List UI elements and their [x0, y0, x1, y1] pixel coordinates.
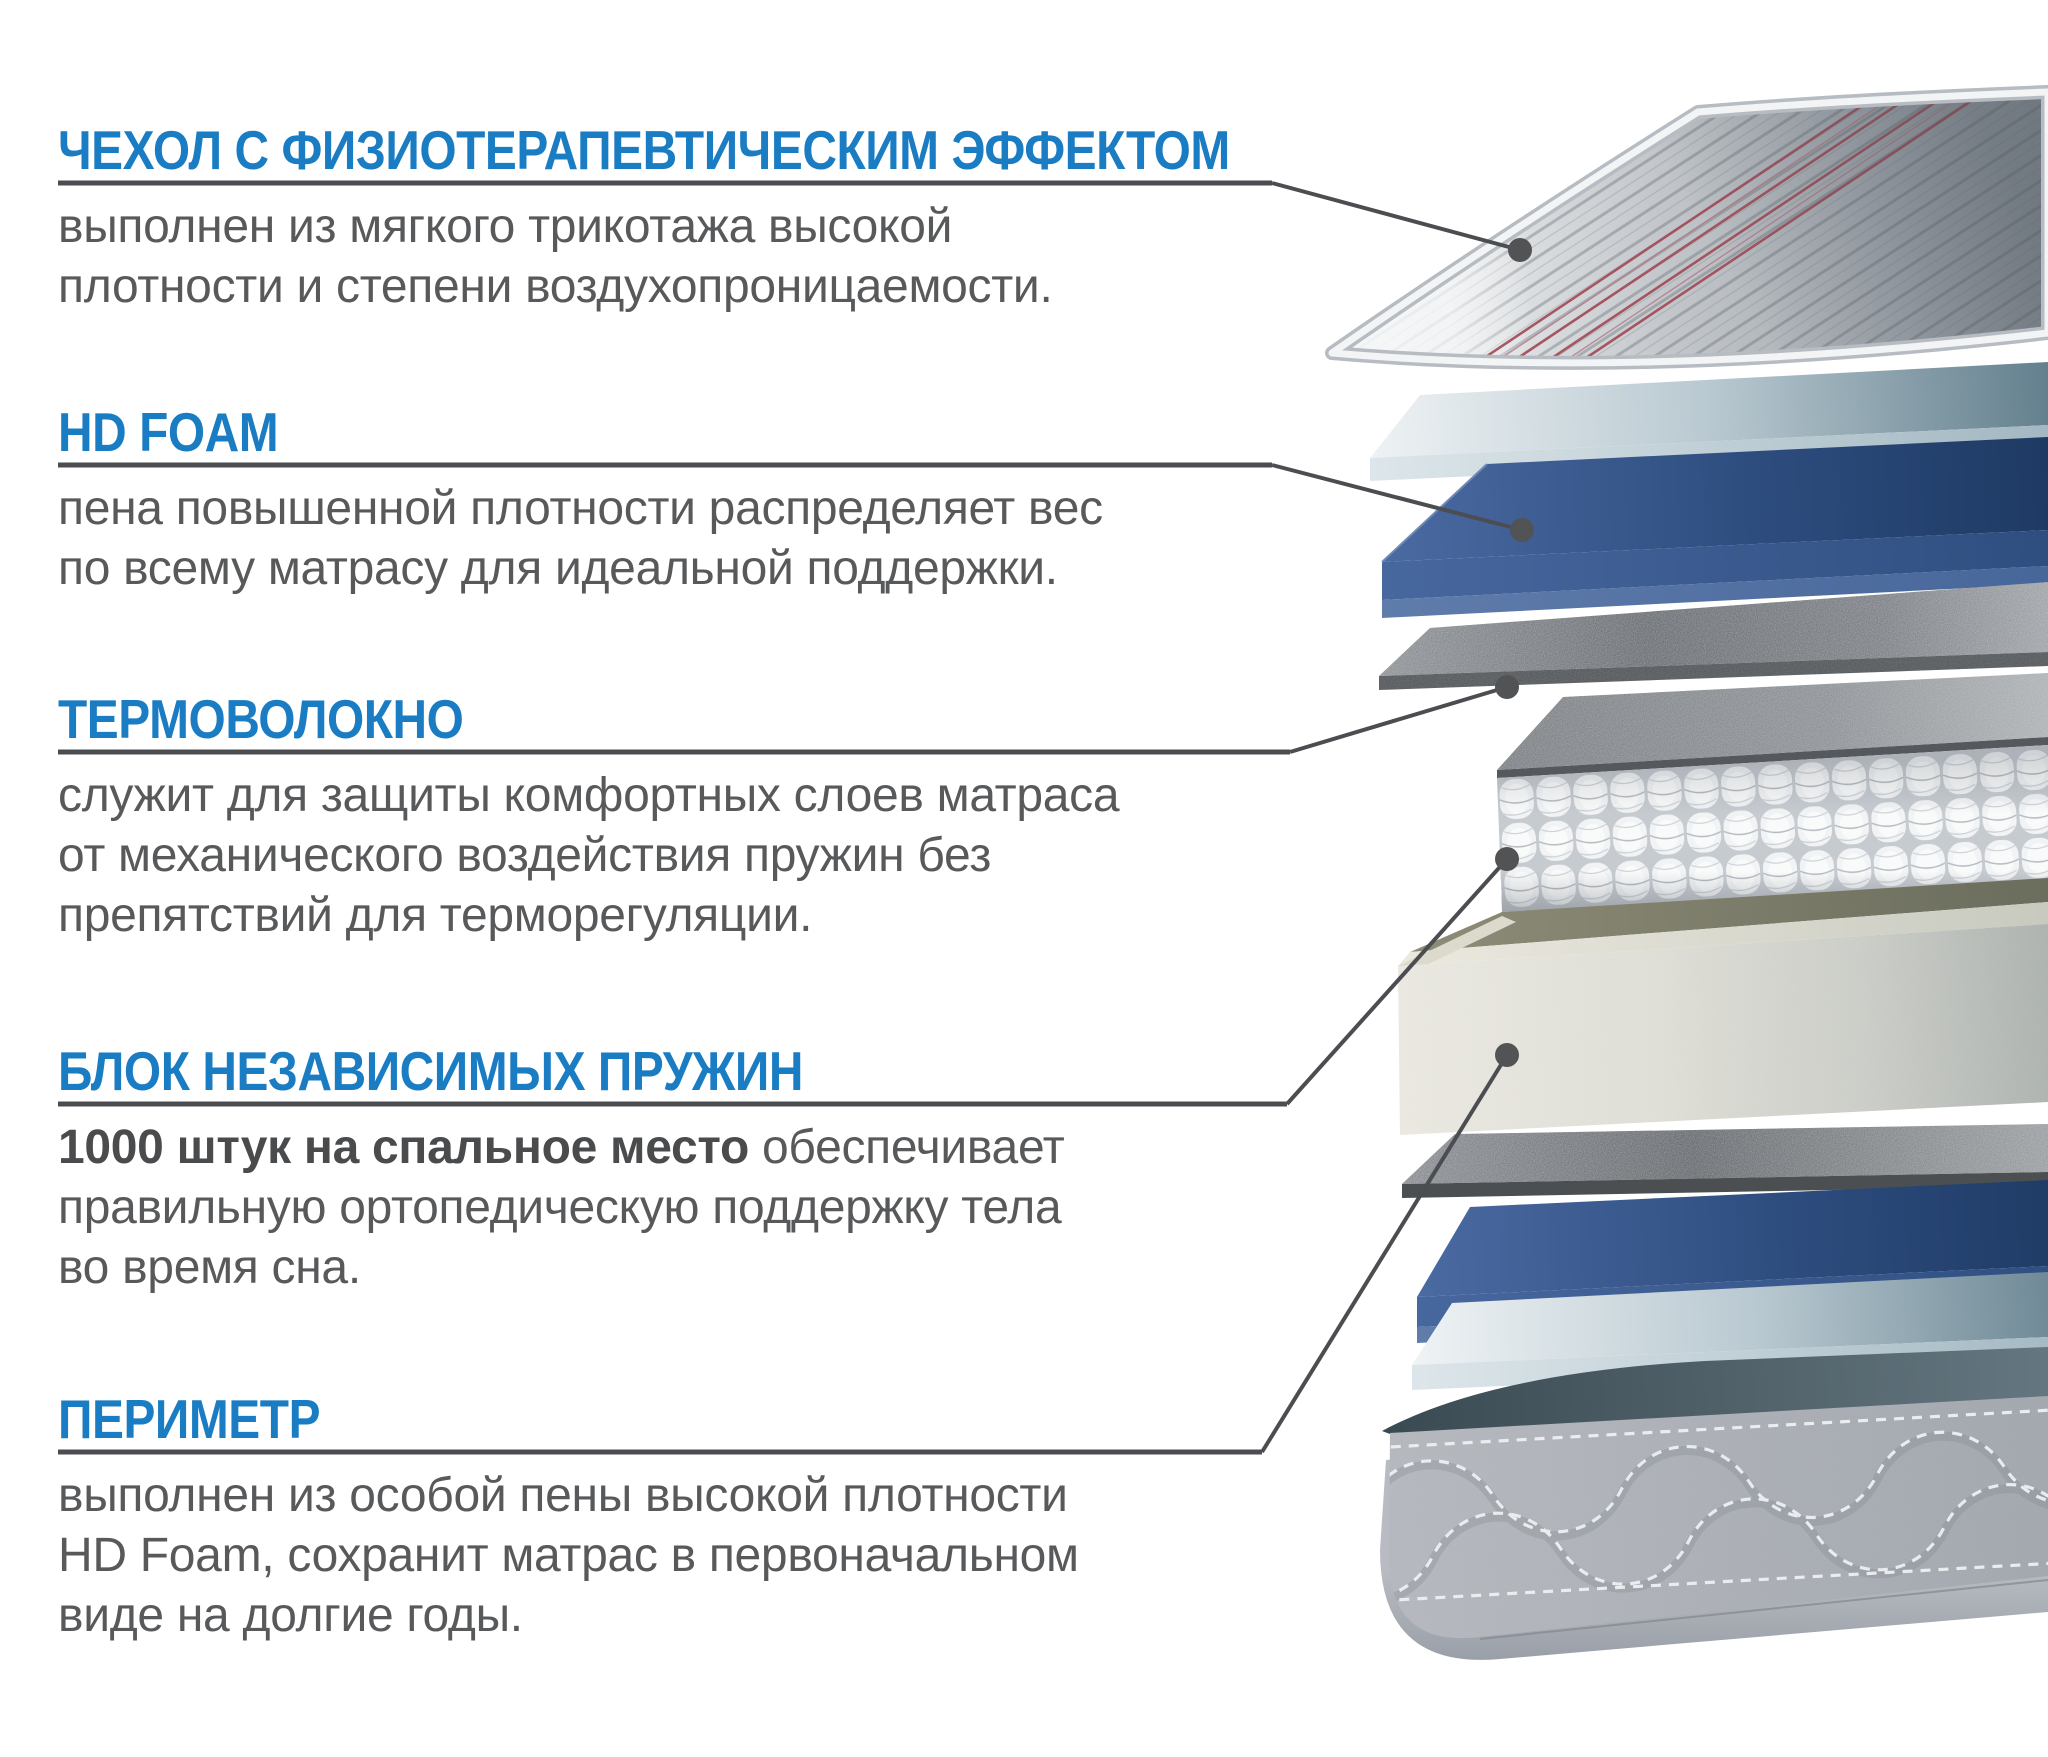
section-text-line: выполнен из мягкого трикотажа высокой	[58, 200, 953, 253]
cover-piping-inner	[1332, 92, 2048, 363]
section-body	[58, 479, 1103, 599]
section-text-line: пена повышенной плотности распределяет вес	[58, 482, 1103, 535]
section-body	[58, 1118, 1064, 1298]
spring-block-felt-pad	[1497, 673, 2048, 778]
cover-red-pinstripes	[1475, 81, 2001, 364]
section-title: ПЕРИМЕТР	[58, 1388, 321, 1450]
section-text-line: препятствий для терморегуляции.	[58, 889, 813, 942]
section-body	[58, 197, 1405, 317]
layer-perimeter-foam	[1398, 878, 2048, 1135]
callout-dot-spring-block	[1495, 847, 1519, 871]
section-text-line: плотности и степени воздухопроницаемости.	[58, 260, 1053, 313]
base-bottom-lip	[1380, 1400, 2048, 1660]
layer-thermo-felt-top	[1379, 582, 2048, 690]
layer-comfort-foam-top	[1370, 362, 2048, 481]
base-top-face	[1382, 1347, 2048, 1434]
callout-dot-cover	[1508, 238, 1532, 262]
section-text-line: виде на долгие годы.	[58, 1589, 523, 1642]
section-spring-block	[58, 1040, 1065, 1298]
layer-hd-foam-top	[1382, 437, 2048, 618]
layer-thermo-felt-bottom	[1402, 1124, 2048, 1198]
section-title: ЧЕХОЛ С ФИЗИОТЕРАПЕВТИЧЕСКИМ ЭФФЕКТОМ	[58, 119, 1230, 181]
section-text-line: правильную ортопедическую поддержку тела	[58, 1181, 1062, 1234]
section-title: ТЕРМОВОЛОКНО	[58, 688, 464, 750]
layer-comfort-foam-bottom	[1412, 1272, 2048, 1390]
section-title: БЛОК НЕЗАВИСИМЫХ ПРУЖИН	[58, 1040, 803, 1102]
section-thermo-fiber	[58, 688, 1120, 946]
section-title: HD FOAM	[58, 401, 279, 463]
section-text-line: по всему матрасу для идеальной поддержки.	[58, 542, 1058, 595]
section-body	[58, 1466, 1079, 1646]
callout-dot-perimeter	[1495, 1043, 1519, 1067]
section-text-line: служит для защиты комфортных слоев матраса	[58, 769, 1120, 822]
callout-dot-hd-foam	[1510, 518, 1534, 542]
layer-quilted-cover	[1300, 60, 2048, 400]
callout-dot-thermo-fiber	[1495, 675, 1519, 699]
layer-hd-foam-bottom	[1417, 1180, 2048, 1343]
section-text-line: от механического воздействия пружин без	[58, 829, 992, 882]
callout-dots	[1495, 238, 1534, 1067]
cover-piping-outer	[1332, 92, 2048, 363]
section-text-line: во время сна.	[58, 1241, 361, 1294]
layer-base-cover	[1299, 1347, 2048, 1660]
section-bold-lead: 1000 штук на спальное место	[58, 1121, 763, 1174]
section-cover	[58, 119, 1405, 317]
section-body	[58, 766, 1119, 946]
section-hd-foam	[58, 401, 1103, 599]
section-text-line: HD Foam, сохранит матрас в первоначальном	[58, 1529, 1079, 1582]
layer-pocket-springs	[1497, 745, 2048, 912]
base-quilt-waves	[1299, 1406, 2048, 1606]
section-text-line: выполнен из особой пены высокой плотности	[58, 1469, 1068, 1522]
section-text-line: 1000 штук на спальное место обеспечивает	[58, 1121, 1065, 1174]
base-quilt-band	[1389, 1396, 2048, 1638]
section-perimeter	[58, 1388, 1079, 1646]
